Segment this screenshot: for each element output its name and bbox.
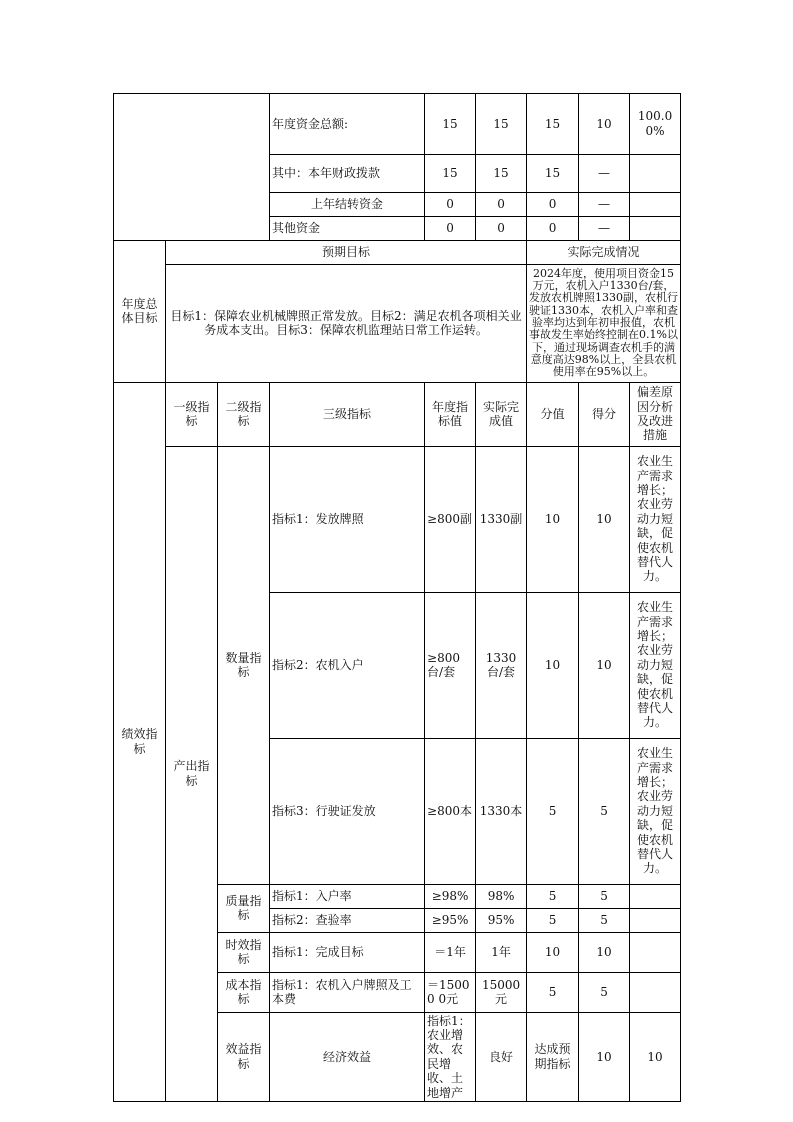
funding-cell: — [579, 154, 630, 192]
header-level3: 三级指标 [270, 382, 425, 446]
header-got: 得分 [579, 382, 630, 446]
indicator-got: 10 [579, 446, 630, 592]
indicator-score: 5 [527, 738, 579, 884]
funding-cell: 0 [425, 216, 476, 240]
funding-blank-cell [114, 94, 270, 241]
funding-cell: 15 [527, 154, 579, 192]
indicator-target: ≥800副 [425, 446, 476, 592]
funding-cell [630, 216, 681, 240]
funding-rate-cell: 100.00% [630, 94, 681, 155]
indicator-score: 10 [527, 932, 579, 972]
indicator-name: 指标1：完成目标 [270, 932, 425, 972]
indicator-score: 5 [527, 972, 579, 1012]
indicator-actual: 15000元 [476, 972, 527, 1012]
indicator-score: 5 [527, 908, 579, 932]
indicator-actual: 98% [476, 884, 527, 908]
funding-total-label: 年度资金总额: [270, 94, 425, 155]
indicator-got: 10 [579, 932, 630, 972]
indicator-target: ＝1年 [425, 932, 476, 972]
indicator-reason [630, 908, 681, 932]
quantity-indicator-label: 数量指标 [218, 446, 270, 884]
indicator-got: 5 [579, 972, 630, 1012]
indicator-target: ＝15000 0元 [425, 972, 476, 1012]
annual-goal-label: 年度总体目标 [114, 240, 166, 382]
indicator-target: ≥95% [425, 908, 476, 932]
indicator-name: 指标2：查验率 [270, 908, 425, 932]
indicator-score: 10 [527, 592, 579, 738]
output-indicator-label: 产出指标 [166, 446, 218, 1101]
indicator-score: 10 [527, 446, 579, 592]
indicator-actual: 1330副 [476, 446, 527, 592]
indicator-got: 5 [579, 884, 630, 908]
funding-other-label: 其他资金 [270, 216, 425, 240]
indicator-target: ≥800台/套 [425, 592, 476, 738]
funding-cell: 0 [476, 192, 527, 216]
funding-cell: 0 [425, 192, 476, 216]
indicator-score: 10 [579, 1012, 630, 1101]
funding-cell: 0 [527, 192, 579, 216]
funding-cell: — [579, 216, 630, 240]
header-level1: 一级指标 [166, 382, 218, 446]
indicator-actual: 1年 [476, 932, 527, 972]
indicator-got: 10 [630, 1012, 681, 1101]
indicator-target: ≥800本 [425, 738, 476, 884]
indicator-actual: 达成预期指标 [527, 1012, 579, 1101]
perf-indicator-label: 绩效指标 [114, 382, 166, 1101]
funding-cell: 10 [579, 94, 630, 155]
indicator-got: 5 [579, 738, 630, 884]
funding-cell: 0 [476, 216, 527, 240]
performance-table [113, 93, 681, 1102]
indicator-reason [630, 932, 681, 972]
header-actual: 实际完成值 [476, 382, 527, 446]
funding-cell: 15 [476, 154, 527, 192]
funding-cell: 15 [527, 94, 579, 155]
indicator-score: 5 [527, 884, 579, 908]
indicator-actual: 1330台/套 [476, 592, 527, 738]
indicator-name: 指标1：农业增效、农民增收、土地增产 [425, 1012, 476, 1101]
economic-benefit-label: 经济效益 [270, 1012, 425, 1101]
indicator-name: 指标3：行驶证发放 [270, 738, 425, 884]
funding-cell: 15 [476, 94, 527, 155]
indicator-actual: 1330本 [476, 738, 527, 884]
indicator-name: 指标1：农机入户牌照及工本费 [270, 972, 425, 1012]
funding-cell: — [579, 192, 630, 216]
indicator-reason: 农业生产需求增长；农业劳动力短缺，促使农机替代人力。 [630, 592, 681, 738]
indicator-target: 良好 [476, 1012, 527, 1101]
actual-result-header: 实际完成情况 [527, 240, 681, 264]
indicator-got: 10 [579, 592, 630, 738]
funding-cell: 0 [527, 216, 579, 240]
funding-fiscal-label: 其中：本年财政拨款 [270, 154, 425, 192]
funding-cell [630, 192, 681, 216]
expected-goal-header: 预期目标 [166, 240, 527, 264]
indicator-actual: 95% [476, 908, 527, 932]
benefit-indicator-label: 效益指标 [218, 1012, 270, 1101]
indicator-got: 5 [579, 908, 630, 932]
indicator-name: 指标2：农机入户 [270, 592, 425, 738]
actual-result-text: 2024年度，使用项目资金15万元，农机入户1330台/套，发放农机牌照1330副，农机行驶证1330本，农机入户率和查验率均达到年初申报值，农机事故发生率始终控制在0.1%以下，通过现场调查农机手的满意度高达98%以上，全县农机使用率在95%以上。 [527, 264, 681, 382]
header-level2: 二级指标 [218, 382, 270, 446]
funding-cell [630, 154, 681, 192]
funding-cell: 15 [425, 154, 476, 192]
cost-indicator-label: 成本指标 [218, 972, 270, 1012]
time-indicator-label: 时效指标 [218, 932, 270, 972]
indicator-reason: 农业生产需求增长；农业劳动力短缺，促使农机替代人力。 [630, 446, 681, 592]
indicator-target: ≥98% [425, 884, 476, 908]
indicator-name: 指标1：发放牌照 [270, 446, 425, 592]
quality-indicator-label: 质量指标 [218, 884, 270, 932]
indicator-reason: 农业生产需求增长；农业劳动力短缺，促使农机替代人力。 [630, 738, 681, 884]
expected-goal-text: 目标1：保障农业机械牌照正常发放。目标2：满足农机各项相关业务成本支出。目标3：保障农机监理站日常工作运转。 [166, 264, 527, 382]
funding-cell: 15 [425, 94, 476, 155]
indicator-reason [630, 972, 681, 1012]
header-reason: 偏差原因分析及改进措施 [630, 382, 681, 446]
funding-carryover-label: 上年结转资金 [270, 192, 425, 216]
header-target: 年度指标值 [425, 382, 476, 446]
header-score: 分值 [527, 382, 579, 446]
indicator-reason [630, 884, 681, 908]
indicator-name: 指标1：入户率 [270, 884, 425, 908]
